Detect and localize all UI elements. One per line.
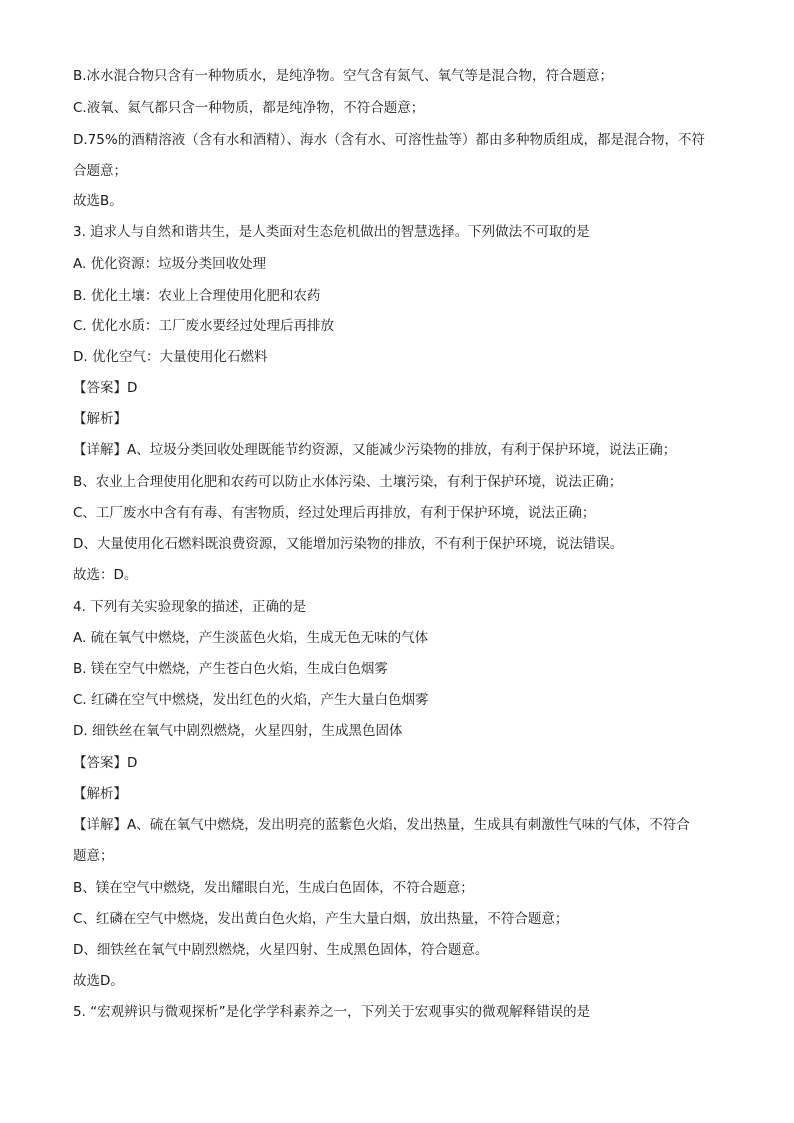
choice-line: 故选D。 <box>73 973 124 989</box>
answer-label: 【答案】D <box>73 380 138 396</box>
question-3-stem: 3. 追求人与自然和谐共生，是人类面对生态危机做出的智慧选择。下列做法不可取的是 <box>73 224 590 240</box>
analysis-label: 【解析】 <box>73 786 127 802</box>
analysis-label: 【解析】 <box>73 411 127 427</box>
explanation-line: C、红磷在空气中燃烧，发出黄白色火焰，产生大量白烟，放出热量，不符合题意； <box>73 911 569 927</box>
question-3-option-b: B. 优化土壤：农业上合理使用化肥和农药 <box>73 288 321 304</box>
question-3-option-d: D. 优化空气：大量使用化石燃料 <box>73 349 268 365</box>
question-4-option-a: A. 硫在氧气中燃烧，产生淡蓝色火焰，生成无色无味的气体 <box>73 630 429 646</box>
question-4-option-d: D. 细铁丝在氧气中剧烈燃烧，火星四射，生成黑色固体 <box>73 723 403 739</box>
explanation-line: 题意； <box>73 848 114 864</box>
explanation-line: 【详解】A、垃圾分类回收处理既能节约资源，又能减少污染物的排放，有利于保护环境，说法正确； <box>73 442 677 458</box>
explanation-line: 【详解】A、硫在氧气中燃烧，发出明亮的蓝紫色火焰，发出热量，生成具有刺激性气味的气体，不符合 <box>73 817 690 833</box>
text-line: 故选B。 <box>73 193 123 209</box>
question-3-option-a: A. 优化资源：垃圾分类回收处理 <box>73 256 267 272</box>
text-line: C.液氧、氦气都只含一种物质，都是纯净物，不符合题意； <box>73 100 425 116</box>
choice-line: 故选：D。 <box>73 567 138 583</box>
explanation-line: B、镁在空气中燃烧，发出耀眼白光，生成白色固体，不符合题意； <box>73 880 474 896</box>
question-4-stem: 4. 下列有关实验现象的描述，正确的是 <box>73 599 307 615</box>
explanation-line: B、农业上合理使用化肥和农药可以防止水体污染、土壤污染，有利于保护环境，说法正确； <box>73 474 623 490</box>
text-line: D.75%的酒精溶液（含有水和酒精）、海水（含有水、可溶性盐等）都由多种物质组成，都是混合物，不符 <box>73 132 705 148</box>
question-3-option-c: C. 优化水质：工厂废水要经过处理后再排放 <box>73 318 335 334</box>
question-4-option-c: C. 红磷在空气中燃烧，发出红色的火焰，产生大量白色烟雾 <box>73 692 429 708</box>
explanation-line: D、细铁丝在氧气中剧烈燃烧，火星四射、生成黑色固体，符合题意。 <box>73 942 489 958</box>
question-4-option-b: B. 镁在空气中燃烧，产生苍白色火焰，生成白色烟雾 <box>73 661 388 677</box>
explanation-line: C、工厂废水中含有有毒、有害物质，经过处理后再排放，有利于保护环境，说法正确； <box>73 505 596 521</box>
text-line: B.冰水混合物只含有一种物质水，是纯净物。空气含有氮气、氧气等是混合物，符合题意； <box>73 68 614 84</box>
answer-label: 【答案】D <box>73 755 138 771</box>
text-line: 合题意； <box>73 163 127 179</box>
explanation-line: D、大量使用化石燃料既浪费资源，又能增加污染物的排放，不有利于保护环境，说法错误。 <box>73 536 624 552</box>
question-5-stem: 5. “宏观辨识与微观探析”是化学学科素养之一，下列关于宏观事实的微观解释错误的是 <box>73 1004 591 1020</box>
